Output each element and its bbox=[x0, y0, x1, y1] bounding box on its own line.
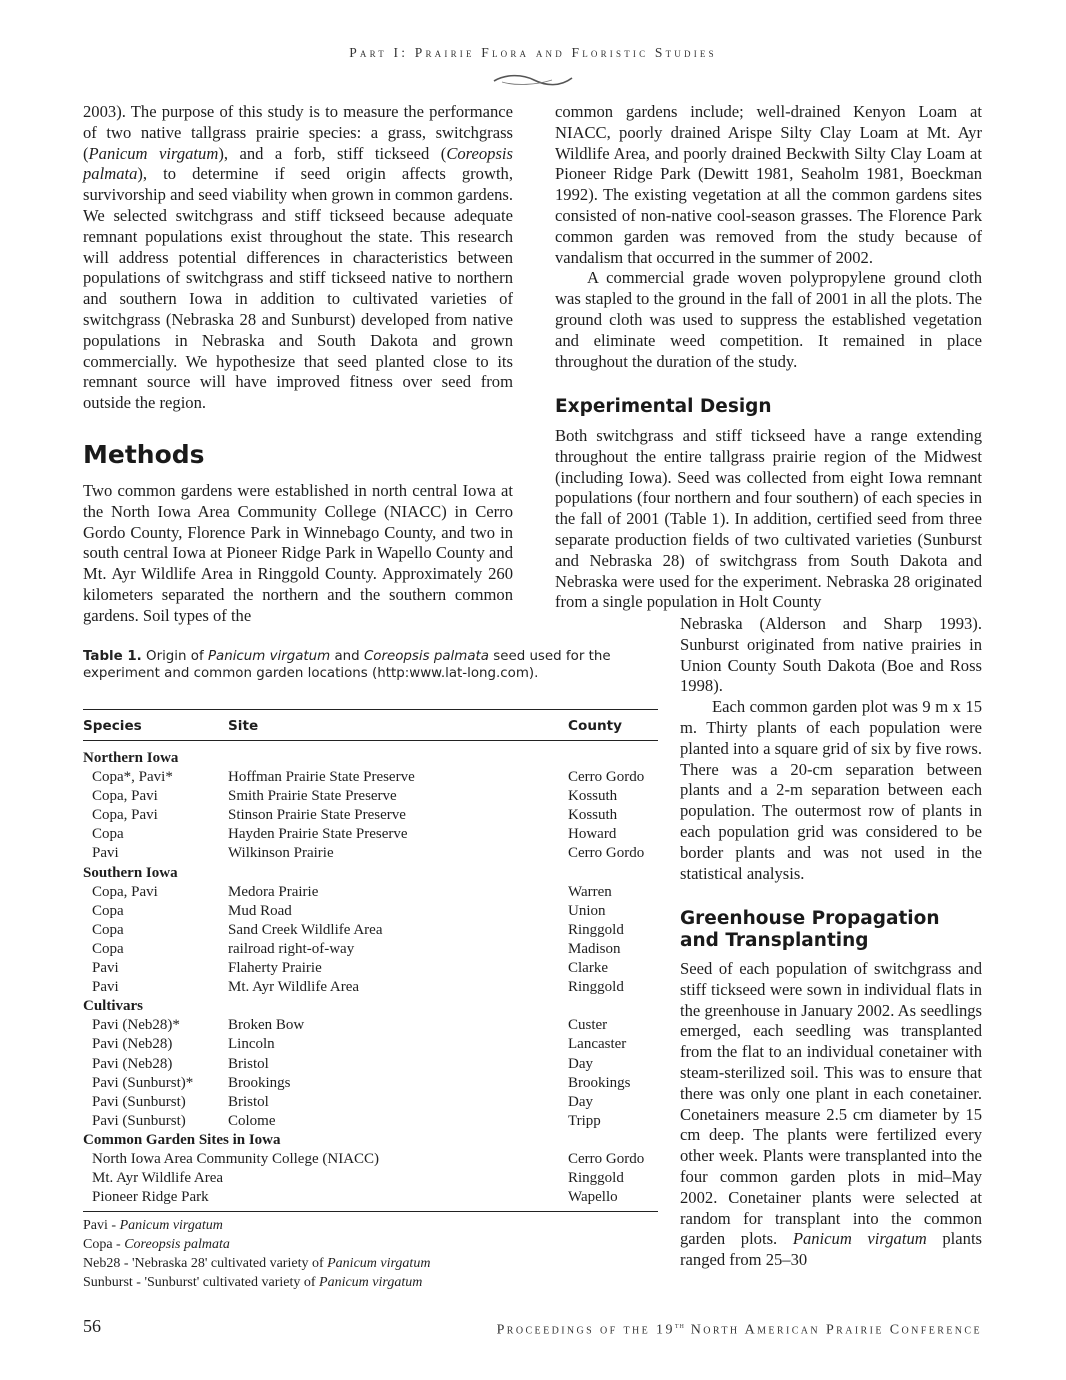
cell-species: Pavi (Sunburst) bbox=[92, 1112, 186, 1129]
table-row bbox=[83, 921, 658, 940]
table-row bbox=[83, 787, 658, 806]
table-row bbox=[83, 959, 658, 978]
table-row bbox=[83, 844, 658, 863]
cell-species: Copa bbox=[92, 921, 124, 938]
cell-county: Day bbox=[568, 1055, 593, 1072]
footer-title: Proceedings of the 19th North American Prairie Conference bbox=[496, 1320, 982, 1338]
ground-cloth-paragraph: A commercial grade woven polypropylene ground cloth was stapled to the ground in the fall of 2001 in all the plots. The ground cloth was used to suppress the established vegetation and eliminate weed competition. It remained in place throughout the duration of the study. bbox=[555, 268, 982, 371]
greenhouse-heading: Greenhouse Propagation and Transplanting bbox=[680, 908, 940, 951]
table-row bbox=[83, 883, 658, 902]
intro-paragraph: 2003). The purpose of this study is to measure the performance of two native tallgrass prairie species: a grass, switchgrass (Panicum virgatum), and a forb, stiff tickseed (Coreopsis palmata), to determine if seed origin affects growth, survivorship and seed viability when grown in common gardens. We selected switchgrass and stiff tickseed because adequate remnant populations exist throughout the state. This research will address potential differences in characteristics between populations of switchgrass and stiff tickseed native to northern and southern Iowa in addition to cultivated varieties of switchgrass (Nebraska 28 and Sunburst) developed from native populations in Nebraska and South Dakota and grown commercially. We hypothesize that seed planted close to its remnant source will have improved fitness over seed from outside the region. bbox=[83, 102, 514, 413]
note-neb28: Neb28 - 'Nebraska 28' cultivated variety of Panicum virgatum bbox=[83, 1256, 431, 1271]
cell-site: Smith Prairie State Preserve bbox=[228, 788, 397, 805]
running-head: Part I: Prairie Flora and Floristic Studies bbox=[349, 45, 717, 60]
cell-county: Madison bbox=[568, 940, 621, 957]
cell-species: Pavi bbox=[92, 960, 119, 977]
cell-county: Ringgold bbox=[568, 1170, 624, 1187]
cell-county: Tripp bbox=[568, 1112, 601, 1129]
table-row bbox=[83, 768, 658, 787]
cell-county: Ringgold bbox=[568, 979, 624, 996]
cell-species: Copa bbox=[92, 902, 124, 919]
cell-county: Clarke bbox=[568, 960, 608, 977]
cell-species: Copa bbox=[92, 826, 124, 843]
cell-species: Copa, Pavi bbox=[92, 788, 158, 805]
table-row bbox=[83, 1093, 658, 1112]
table-group-row bbox=[83, 997, 658, 1016]
note-copa: Copa - Coreopsis palmata bbox=[83, 1237, 230, 1252]
header-county: County bbox=[568, 710, 658, 741]
right-column-top bbox=[555, 102, 982, 372]
origin-table-wrapper bbox=[83, 709, 658, 1212]
cell-species: Pavi bbox=[92, 845, 119, 862]
cell-site: Stinson Prairie State Preserve bbox=[228, 807, 406, 824]
experimental-design-heading: Experimental Design bbox=[555, 396, 772, 417]
cell-county: Brookings bbox=[568, 1074, 631, 1091]
cell-species: Pavi (Neb28)* bbox=[92, 1017, 180, 1034]
cell-site: Mt. Ayr Wildlife Area bbox=[228, 979, 360, 996]
table-row bbox=[83, 940, 658, 959]
table-row bbox=[83, 1188, 658, 1212]
table-caption: Table 1. Origin of Panicum virgatum and Coreopsis palmata seed used for the experiment and common garden locations (http:www.lat-long.com). bbox=[83, 649, 611, 681]
cell-county: Warren bbox=[568, 883, 612, 900]
cell-garden-site: Pioneer Ridge Park bbox=[83, 1188, 568, 1212]
table-row bbox=[83, 1035, 658, 1054]
cell-site: Bristol bbox=[228, 1055, 269, 1072]
cell-group-label: Common Garden Sites in Iowa bbox=[83, 1131, 281, 1148]
experimental-paragraph-continued: Nebraska (Alderson and Sharp 1993). Sunburst originated from native prairies in Union County South Dakota (Boe and Ross 1998). Each common garden plot was 9 m x 15 m. Thirty plants of each population were planted into a square grid of six by five rows. There was a 20-cm separation between plants and a 2-m separation between each population. The outermost row of plants in each population grid was considered to be border plants and was not used in the statistical analysis. bbox=[680, 614, 982, 883]
table-group-row bbox=[83, 864, 658, 883]
greenhouse-paragraph: Seed of each population of switchgrass and stiff tickseed were sown in individual flats in the greenhouse in January 2002. As seedlings emerged, each seedling was transplanted from the flat to an individual conetainer with steam-sterilized soil. This was to ensure that there was only one plant in each conetainer. Conetainers measure 2.5 cm diameter by 15 cm deep. The plants were fertilized every other week. Plants were transplanted into the four common garden plots in mid–May 2002. Conetainer plants were selected at random for transplant into the common garden plots. Panicum virgatum plants ranged from 25–30 bbox=[680, 959, 983, 1270]
cell-county: Custer bbox=[568, 1017, 608, 1034]
table-group-row bbox=[83, 741, 658, 769]
table-row bbox=[83, 1150, 658, 1169]
cell-site: Flaherty Prairie bbox=[228, 960, 322, 977]
cell-species: Copa, Pavi bbox=[92, 883, 158, 900]
cell-site: Medora Prairie bbox=[228, 883, 319, 900]
plot-paragraph: Each common garden plot was 9 m x 15 m. Thirty plants of each population were planted into a square grid of six by five rows. There was a 20-cm separation between plants and a 2-m separation between each population. The outermost row of plants in each population grid was considered to be border plants and was not used in the statistical analysis. bbox=[680, 697, 982, 883]
cell-site: Lincoln bbox=[228, 1036, 275, 1053]
cell-county: Wapello bbox=[568, 1188, 658, 1212]
cell-county: Kossuth bbox=[568, 788, 618, 805]
header-site: Site bbox=[228, 710, 568, 741]
cell-site: Brookings bbox=[228, 1074, 291, 1091]
cell-county: Cerro Gordo bbox=[568, 769, 645, 786]
cell-site: Bristol bbox=[228, 1093, 269, 1110]
table-row bbox=[83, 1112, 658, 1131]
table-row bbox=[83, 1016, 658, 1035]
methods-heading: Methods bbox=[83, 440, 205, 469]
table-row bbox=[83, 825, 658, 844]
table-body bbox=[83, 741, 658, 1212]
cell-county: Lancaster bbox=[568, 1036, 627, 1053]
cell-county: Howard bbox=[568, 826, 617, 843]
cell-species: Copa bbox=[92, 940, 124, 957]
cell-species: Copa, Pavi bbox=[92, 807, 158, 824]
cell-county: Cerro Gordo bbox=[568, 845, 645, 862]
cell-group-label: Southern Iowa bbox=[83, 864, 178, 881]
cell-site: Broken Bow bbox=[228, 1017, 305, 1034]
cell-species: Pavi bbox=[92, 979, 119, 996]
cell-county: Ringgold bbox=[568, 921, 624, 938]
cell-county: Day bbox=[568, 1093, 593, 1110]
cell-species: Pavi (Neb28) bbox=[92, 1055, 173, 1072]
table-row bbox=[83, 978, 658, 997]
cell-site: Sand Creek Wildlife Area bbox=[228, 921, 383, 938]
cell-site: Colome bbox=[228, 1112, 276, 1129]
cell-site: Hayden Prairie State Preserve bbox=[228, 826, 408, 843]
methods-paragraph: Two common gardens were established in north central Iowa at the North Iowa Area Community College (NIACC) in Cerro Gordo County, Florence Park in Winnebago County, and two in south central Iowa at Pioneer Ridge Park in Wapello County and Mt. Ayr Wildlife Area in Ringgold County. Approximately 260 kilometers separated the northern and the southern common gardens. Soil types of the bbox=[83, 481, 513, 625]
note-pavi: Pavi - Panicum virgatum bbox=[83, 1218, 223, 1233]
table-notes bbox=[83, 1216, 583, 1292]
cell-species: Copa*, Pavi* bbox=[92, 769, 173, 786]
header-species: Species bbox=[83, 710, 228, 741]
page-number: 56 bbox=[83, 1316, 101, 1336]
cell-species: Pavi (Neb28) bbox=[92, 1036, 173, 1053]
table-row bbox=[83, 902, 658, 921]
cell-county: Kossuth bbox=[568, 807, 618, 824]
table-row bbox=[83, 1169, 658, 1188]
cell-group-label: Cultivars bbox=[83, 998, 143, 1015]
table-row bbox=[83, 1055, 658, 1074]
ornament-divider-icon bbox=[492, 72, 574, 88]
note-sunburst: Sunburst - 'Sunburst' cultivated variety of Panicum virgatum bbox=[83, 1275, 423, 1290]
table-row bbox=[83, 806, 658, 825]
cell-county: Union bbox=[568, 902, 606, 919]
table-row bbox=[83, 1074, 658, 1093]
cell-group-label: Northern Iowa bbox=[83, 750, 179, 766]
experimental-paragraph: Both switchgrass and stiff tickseed have a range extending throughout the entire tallgrass prairie region of the Midwest (including Iowa). Seed was collected from eight Iowa remnant populations (four northern and four southern) of each species in the fall of 2001 (Table 1). In addition, certified seed from three separate production fields of two cultivated varieties (Sunburst and Nebraska 28) of switchgrass from South Dakota and Nebraska were used for the experiment. Nebraska 28 originated from a single population in Holt County bbox=[555, 426, 982, 612]
cell-species: Pavi (Sunburst)* bbox=[92, 1074, 194, 1091]
table-group-row bbox=[83, 1131, 658, 1150]
cell-site: Hoffman Prairie State Preserve bbox=[228, 769, 415, 786]
cell-site: Wilkinson Prairie bbox=[228, 845, 334, 862]
cell-garden-site: Mt. Ayr Wildlife Area bbox=[92, 1170, 224, 1187]
cell-county: Cerro Gordo bbox=[568, 1150, 645, 1167]
soil-paragraph: common gardens include; well-drained Kenyon Loam at NIACC, poorly drained Arispe Silty Clay Loam at Mt. Ayr Wildlife Area, and poorly drained Beckwith Silty Clay Loam at Pioneer Ridge Park (Dewitt 1981, Seaholm 1981, Boeckman 1992). The existing vegetation at all the common gardens sites consisted of non-native cool-season grasses. The Florence Park common garden was removed from the study because of vandalism that occurred in the summer of 2002. bbox=[555, 102, 982, 267]
cell-garden-site: North Iowa Area Community College (NIACC) bbox=[92, 1150, 380, 1167]
cell-site: Mud Road bbox=[228, 902, 292, 919]
origin-table bbox=[83, 709, 658, 1212]
cell-site: railroad right-of-way bbox=[228, 940, 355, 957]
cell-species: Pavi (Sunburst) bbox=[92, 1093, 186, 1110]
